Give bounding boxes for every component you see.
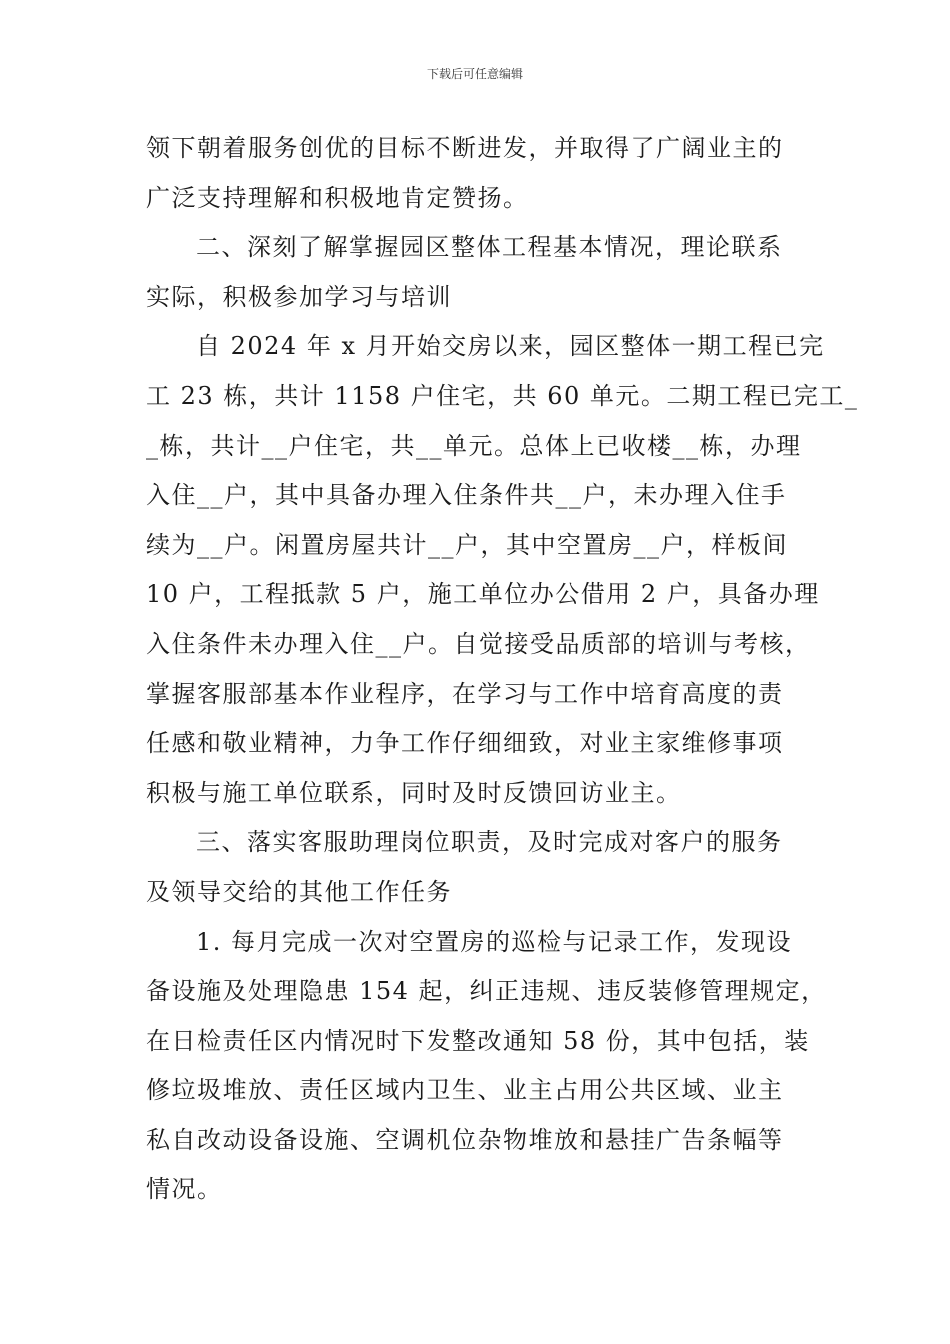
section-heading-line: 二、深刻了解掌握园区整体工程基本情况，理论联系: [196, 233, 783, 262]
text-line: 自 2024 年 x 月开始交房以来，园区整体一期工程已完: [196, 332, 825, 361]
text-line: 工 23 栋，共计 1158 户住宅，共 60 单元。二期工程已完工_: [146, 381, 859, 410]
text-line: 领下朝着服务创优的目标不断进发，并取得了广阔业主的: [146, 134, 784, 162]
text-line: _栋，共计__户住宅，共__单元。总体上已收楼__栋，办理: [146, 431, 802, 460]
text-line: 广泛支持理解和积极地肯定赞扬。: [146, 183, 529, 212]
text-line: 私自改动设备设施、空调机位杂物堆放和悬挂广告条幅等: [146, 1125, 784, 1154]
section-heading-line: 三、落实客服助理岗位职责，及时完成对客户的服务: [196, 828, 783, 857]
text-line: 在日检责任区内情况时下发整改通知 58 份，其中包括，装: [146, 1026, 810, 1055]
document-body: [146, 124, 859, 1215]
text-line: 续为__户。闲置房屋共计__户，其中空置房__户，样板间: [146, 530, 788, 559]
text-line: 入住__户，其中具备办理入住条件共__户，未办理入住手: [146, 481, 787, 510]
text-line: 备设施及处理隐患 154 起，纠正违规、违反装修管理规定，: [146, 977, 827, 1006]
section-heading-line: 及领导交给的其他工作任务: [146, 877, 452, 906]
list-item-line: 1. 每月完成一次对空置房的巡检与记录工作，发现设: [196, 927, 793, 956]
section-heading-line: 实际，积极参加学习与培训: [146, 282, 452, 311]
text-line: 积极与施工单位联系，同时及时反馈回访业主。: [146, 778, 682, 807]
text-line: 掌握客服部基本作业程序，在学习与工作中培育高度的责: [146, 679, 784, 708]
text-line: 任感和敬业精神，力争工作仔细细致，对业主家维修事项: [146, 729, 784, 758]
page-header-note: 下载后可任意编辑: [426, 67, 523, 81]
text-line: 修垃圾堆放、责任区域内卫生、业主占用公共区域、业主: [146, 1076, 784, 1105]
text-line: 10 户，工程抵款 5 户，施工单位办公借用 2 户，具备办理: [146, 580, 820, 609]
text-line: 情况。: [146, 1175, 223, 1204]
text-line: 入住条件未办理入住__户。自觉接受品质部的培训与考核，: [146, 629, 811, 658]
